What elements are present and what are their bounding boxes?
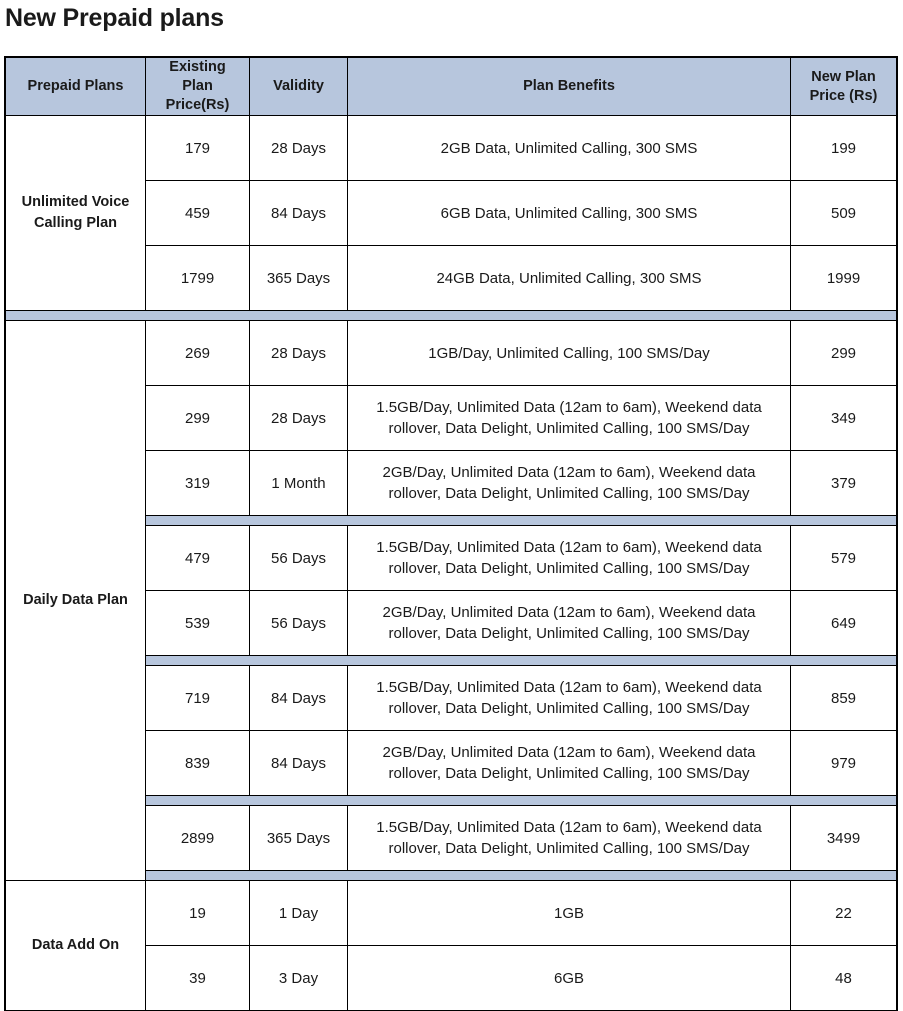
table-row [6,881,897,946]
validity-cell: 28 Days [250,321,348,386]
benefits-cell: 6GB [348,946,791,1011]
group-label-data-add-on: Data Add On [6,881,146,1011]
validity-cell: 28 Days [250,386,348,451]
header-validity: Validity [250,58,348,116]
separator-bar [146,871,897,881]
header-existing-price: Existing Plan Price(Rs) [146,58,250,116]
validity-cell: 1 Month [250,451,348,516]
benefits-cell: 2GB/Day, Unlimited Data (12am to 6am), Weekend data rollover, Data Delight, Unlimited Calling, 100 SMS/Day [348,451,791,516]
existing-price-cell: 719 [146,666,250,731]
table-row [6,321,897,386]
new-price-cell: 22 [791,881,897,946]
benefits-cell: 24GB Data, Unlimited Calling, 300 SMS [348,246,791,311]
benefits-cell: 6GB Data, Unlimited Calling, 300 SMS [348,181,791,246]
separator-bar [146,516,897,526]
new-price-cell: 3499 [791,806,897,871]
table-header-row [6,58,897,116]
benefits-cell: 1GB [348,881,791,946]
new-price-cell: 1999 [791,246,897,311]
existing-price-cell: 269 [146,321,250,386]
validity-cell: 28 Days [250,116,348,181]
validity-cell: 1 Day [250,881,348,946]
existing-price-cell: 19 [146,881,250,946]
benefits-cell: 2GB/Day, Unlimited Data (12am to 6am), Weekend data rollover, Data Delight, Unlimited Calling, 100 SMS/Day [348,591,791,656]
page-title: New Prepaid plans [5,4,224,32]
separator-bar [146,656,897,666]
group-label-daily-data: Daily Data Plan [6,321,146,881]
existing-price-cell: 179 [146,116,250,181]
benefits-cell: 2GB Data, Unlimited Calling, 300 SMS [348,116,791,181]
new-price-cell: 199 [791,116,897,181]
new-price-cell: 649 [791,591,897,656]
separator-bar [146,796,897,806]
benefits-cell: 1.5GB/Day, Unlimited Data (12am to 6am), Weekend data rollover, Data Delight, Unlimited Calling, 100 SMS/Day [348,526,791,591]
validity-cell: 365 Days [250,806,348,871]
validity-cell: 365 Days [250,246,348,311]
existing-price-cell: 1799 [146,246,250,311]
header-new-price: New Plan Price (Rs) [791,58,897,116]
separator-bar [6,311,897,321]
new-price-cell: 509 [791,181,897,246]
benefits-cell: 1.5GB/Day, Unlimited Data (12am to 6am), Weekend data rollover, Data Delight, Unlimited Calling, 100 SMS/Day [348,386,791,451]
group-label-unlimited-voice: Unlimited Voice Calling Plan [6,116,146,311]
prepaid-plans-table [5,57,897,1011]
existing-price-cell: 319 [146,451,250,516]
new-price-cell: 579 [791,526,897,591]
existing-price-cell: 39 [146,946,250,1011]
new-price-cell: 48 [791,946,897,1011]
new-price-cell: 299 [791,321,897,386]
validity-cell: 84 Days [250,731,348,796]
existing-price-cell: 299 [146,386,250,451]
benefits-cell: 1.5GB/Day, Unlimited Data (12am to 6am), Weekend data rollover, Data Delight, Unlimited Calling, 100 SMS/Day [348,666,791,731]
validity-cell: 84 Days [250,666,348,731]
table-row [6,116,897,181]
existing-price-cell: 479 [146,526,250,591]
new-price-cell: 379 [791,451,897,516]
existing-price-cell: 539 [146,591,250,656]
validity-cell: 56 Days [250,526,348,591]
existing-price-cell: 839 [146,731,250,796]
section-separator [6,311,897,321]
existing-price-cell: 2899 [146,806,250,871]
new-price-cell: 859 [791,666,897,731]
benefits-cell: 1GB/Day, Unlimited Calling, 100 SMS/Day [348,321,791,386]
existing-price-cell: 459 [146,181,250,246]
validity-cell: 84 Days [250,181,348,246]
header-plan-benefits: Plan Benefits [348,58,791,116]
new-price-cell: 349 [791,386,897,451]
new-price-cell: 979 [791,731,897,796]
benefits-cell: 2GB/Day, Unlimited Data (12am to 6am), Weekend data rollover, Data Delight, Unlimited Calling, 100 SMS/Day [348,731,791,796]
validity-cell: 56 Days [250,591,348,656]
header-prepaid-plans: Prepaid Plans [6,58,146,116]
benefits-cell: 1.5GB/Day, Unlimited Data (12am to 6am), Weekend data rollover, Data Delight, Unlimited Calling, 100 SMS/Day [348,806,791,871]
validity-cell: 3 Day [250,946,348,1011]
